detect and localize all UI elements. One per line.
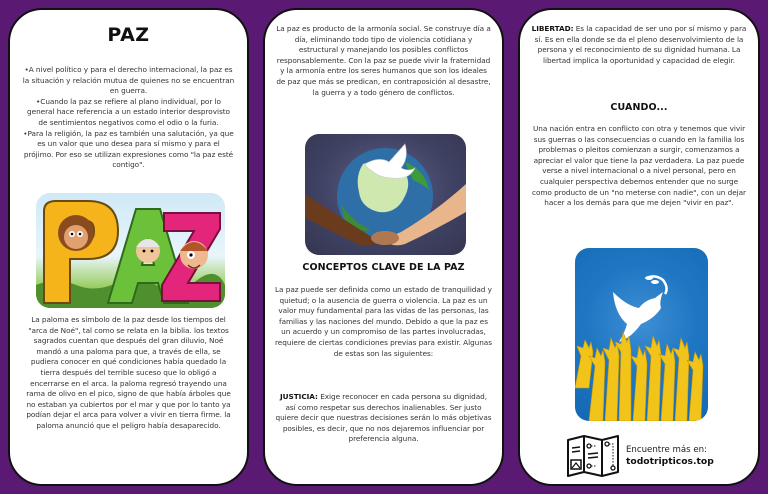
intro-bullets — [22, 65, 235, 171]
cuando-text: Una nación entra en conflicto con otra y tenemos que vivir sus guerras o las consecuencias o cuando en la familia los problemas o pleitos comienzan a surgir, comenzamos a apreciar el valor que tiene la paz verdadera. La paz puede verse a nivel internacional o a nivel personal, pero en cualquier perspectiva debemos entender que no surge como producto de un "no meterse con nadie", con un dejar hacer a los demás para que me dejen "vivir en paz". — [531, 124, 747, 208]
justicia-text — [275, 392, 492, 445]
globe-handshake-illustration — [305, 134, 466, 255]
footer-label: Encuentre más en: — [626, 445, 707, 455]
dove-hands-image — [575, 248, 708, 421]
bullet-politico: •A nivel político y para el derecho internacional, la paz es la situación y relación mutua de quienes no se encuentran en guerra. — [22, 65, 235, 96]
dove-hands-illustration — [575, 248, 708, 421]
section-title-conceptos: CONCEPTOS CLAVE DE LA PAZ — [302, 262, 465, 273]
globe-handshake-image — [305, 134, 466, 255]
intro-text: La paz es producto de la armonía social. Se construye día a día, eliminando todo tipo de violencia cotidiana y estructural y manejando los posibles conflictos responsablemente. Con la paz se puede vivir la fraternidad y la armonía entre los seres humanos que son los ideales de paz que más se predican, en contraposición al desastre, la guerra y a todo género de conflictos. — [276, 24, 491, 97]
panel-left — [8, 8, 249, 486]
footer-site-link[interactable]: todotripticos.top — [626, 456, 714, 467]
panel-middle — [263, 8, 504, 486]
section-title-cuando: CUANDO... — [610, 102, 668, 113]
dove-story-text: La paloma es símbolo de la paz desde los tiempos del "arca de Noé", tal como se relata en la biblia. los textos sagrados cuentan que después del gran diluvio, Noé mandó a una paloma para que, a través de ella, se pudiera conocer en qué condiciones había quedado la tierra después del terrible suceso que lo obligó a encerrarse en el arca. la paloma regresó trayendo una rama de olivo en el pico, signo de que había árboles que no estaban ya cubiertos por el mar y que por lo tanto ya podían dejar el arca para volver a vivir en tierra firme. la paloma anunció que el peligro había desaparecido. — [26, 315, 231, 430]
libertad-text — [530, 24, 748, 66]
footer-promo — [566, 434, 726, 478]
tri-fold-brochure-icon — [566, 434, 620, 478]
libertad-label: LIBERTAD: — [531, 24, 574, 33]
paz-cartoon-image — [36, 193, 225, 308]
justicia-label: JUSTICIA: — [280, 392, 318, 401]
justicia-body: Exige reconocer en cada persona su dignidad, así como respetar sus derechos inalienables. Ser justo quiere decir que nuestras decisiones serán lo más objetivas posibles, es decir, que no nos dejaremos influenciar por preferencia alguna. — [275, 392, 492, 444]
panel-right — [518, 8, 760, 486]
bullet-individual: •Cuando la paz se refiere al plano individual, por lo general hace referencia a un estado interior desprovisto de sentimientos negativos como el odio o la furia. — [27, 96, 230, 127]
bullet-religion: •Para la religión, la paz es también una salutación, ya que es un valor que uno desea para sí mismo y para el prójimo. Por eso se utilizan expresiones como "la paz esté contigo". — [23, 128, 234, 170]
footer-text — [626, 445, 714, 467]
page-title: PAZ — [107, 24, 150, 46]
paz-letters-illustration — [36, 193, 225, 308]
libertad-body: Es la capacidad de ser uno por sí mismo y para sí. Es en ella donde se da el pleno desenvolvimiento de la persona y el reconocimiento de su dignidad humana. La libertad implica la oportunidad y capacidad de elegir. — [534, 24, 747, 65]
definition-text: La paz puede ser definida como un estado de tranquilidad y quietud; o la ausencia de guerra o violencia. La paz es un valor muy fundamental para las vidas de las personas, las familias y las naciones del mundo. Debido a que la paz es un acuerdo y un compromiso de las partes involucradas, requiere de ciertas condiciones previas para existir. Algunas de estas son las siguientes: — [275, 285, 492, 358]
